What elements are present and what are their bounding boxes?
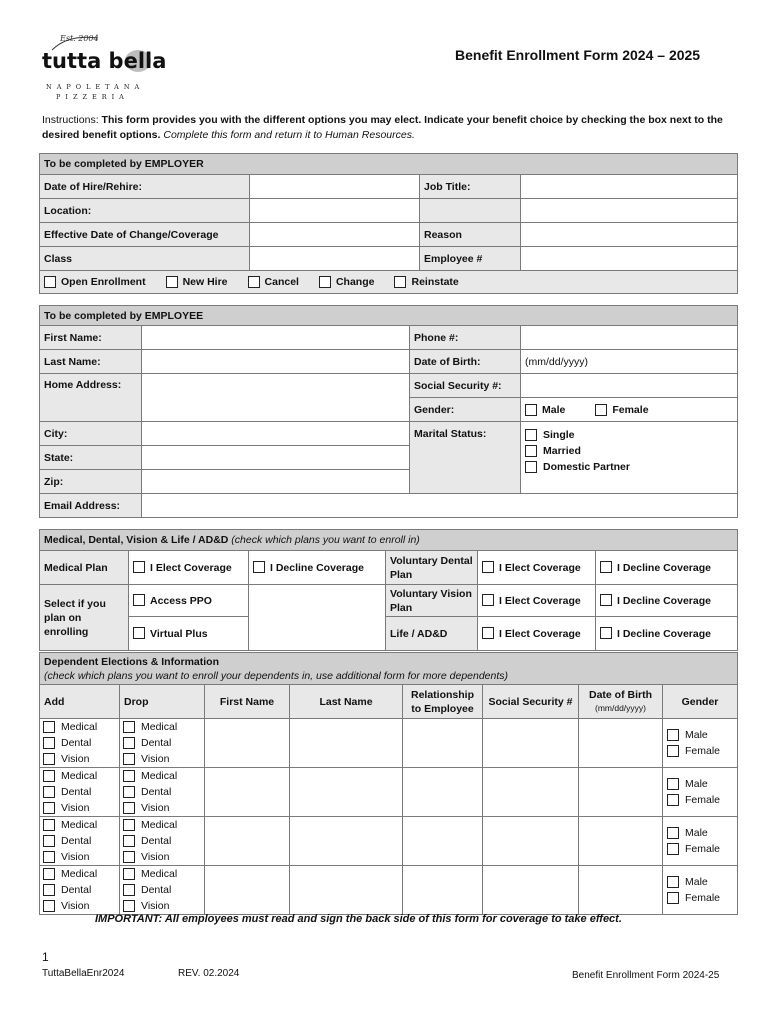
class-label: Class	[40, 247, 250, 271]
col-ssn: Social Security #	[483, 685, 579, 719]
checkbox-drop[interactable]	[123, 851, 135, 863]
checkbox-add[interactable]	[43, 835, 55, 847]
option-new-hire-label: New Hire	[182, 276, 228, 288]
medical-plan-label: Medical Plan	[40, 551, 129, 585]
dependent-ssn-field[interactable]	[483, 768, 579, 817]
checkbox-dental-elect[interactable]	[482, 561, 494, 573]
effective-date-field[interactable]	[250, 223, 420, 247]
logo-name: tutta bella	[42, 49, 167, 73]
vision-decline[interactable]	[596, 585, 738, 617]
location-field-2[interactable]	[521, 199, 738, 223]
col-drop: Drop	[120, 685, 205, 719]
dependent-row	[40, 768, 738, 817]
checkbox-gender[interactable]	[667, 827, 679, 839]
marital-married-label: Married	[543, 445, 581, 457]
dependent-drop-option[interactable]	[123, 882, 201, 898]
checkbox-add[interactable]	[43, 753, 55, 765]
plans-section	[39, 529, 738, 651]
option-cancel-label: Cancel	[264, 276, 299, 288]
checkbox-add[interactable]	[43, 770, 55, 782]
dependent-dob-field[interactable]	[579, 768, 663, 817]
checkbox-cancel[interactable]	[248, 276, 260, 288]
checkbox-domestic-partner[interactable]	[525, 461, 537, 473]
phone-field[interactable]	[521, 326, 738, 350]
gender-female-label: Female	[612, 403, 649, 416]
dependent-option-label: Dental	[61, 835, 92, 847]
employee-heading: To be completed by EMPLOYEE	[40, 306, 738, 326]
checkbox-virtual-plus[interactable]	[133, 627, 145, 639]
checkbox-single[interactable]	[525, 429, 537, 441]
option-new-hire[interactable]	[166, 276, 228, 288]
dependent-row	[40, 866, 738, 915]
dependent-option-label: Medical	[61, 770, 98, 782]
plan-blank-cell	[249, 585, 386, 651]
option-change-label: Change	[335, 276, 375, 288]
dependent-gender-label: Female	[685, 794, 721, 806]
medical-decline-label: I Decline Coverage	[270, 562, 364, 574]
checkbox-add[interactable]	[43, 737, 55, 749]
footer-code: TuttaBellaEnr2024	[42, 968, 125, 979]
zip-label: Zip:	[40, 470, 142, 494]
gender-male-option[interactable]	[525, 404, 565, 416]
dependent-relationship-field[interactable]	[403, 866, 483, 915]
checkbox-drop[interactable]	[123, 900, 135, 912]
checkbox-drop[interactable]	[123, 835, 135, 847]
option-open-enrollment[interactable]	[44, 276, 146, 288]
footer-form-name: Benefit Enrollment Form 2024-25	[572, 970, 720, 981]
form-title: Benefit Enrollment Form 2024 – 2025	[455, 47, 701, 63]
dependent-add-option[interactable]	[43, 833, 116, 849]
voluntary-vision-label: Voluntary Vision Plan	[386, 585, 478, 617]
job-title-field[interactable]	[521, 175, 738, 199]
dependent-relationship-field[interactable]	[403, 817, 483, 866]
dental-decline[interactable]	[596, 551, 738, 585]
important-notice: IMPORTANT: All employees must read and sign the back side of this form for coverage to take effect.	[95, 913, 622, 925]
date-of-hire-label: Date of Hire/Rehire:	[40, 175, 250, 199]
dependent-drop-option[interactable]	[123, 735, 201, 751]
state-field[interactable]	[142, 446, 410, 470]
dependent-option-label: Dental	[141, 884, 172, 896]
dob-field[interactable]	[521, 350, 738, 374]
dob-label: Date of Birth:	[410, 350, 521, 374]
dependent-ssn-field[interactable]	[483, 866, 579, 915]
logo-sub1: NAPOLETANA	[46, 83, 145, 91]
checkbox-add[interactable]	[43, 721, 55, 733]
ssn-label: Social Security #:	[410, 374, 521, 398]
dependent-add-cell	[40, 866, 120, 915]
virtual-plus-label: Virtual Plus	[150, 628, 208, 640]
gender-male-label: Male	[542, 403, 566, 416]
dependent-option-label: Vision	[61, 753, 90, 765]
dependent-drop-cell	[120, 719, 205, 768]
option-reinstate-label: Reinstate	[411, 276, 459, 288]
checkbox-male[interactable]	[525, 404, 537, 416]
first-name-label: First Name:	[40, 326, 142, 350]
date-of-hire-field[interactable]	[250, 175, 420, 199]
col-relationship: Relationship to Employee	[403, 685, 483, 719]
dependent-add-option[interactable]	[43, 898, 116, 914]
dependent-gender-option[interactable]	[667, 727, 733, 743]
dental-decline-label: I Decline Coverage	[617, 562, 711, 574]
life-add-label: Life / AD&D	[386, 617, 478, 651]
plans-heading	[40, 530, 738, 551]
checkbox-drop[interactable]	[123, 819, 135, 831]
ssn-field[interactable]	[521, 374, 738, 398]
dependent-gender-option[interactable]	[667, 890, 733, 906]
last-name-field[interactable]	[142, 350, 410, 374]
option-reinstate[interactable]	[394, 276, 458, 288]
select-if-label: Select if you plan on enrolling	[40, 585, 129, 651]
dependent-gender-cell	[663, 866, 738, 915]
dependent-add-option[interactable]	[43, 751, 116, 767]
dependent-add-cell	[40, 719, 120, 768]
dependent-add-option[interactable]	[43, 768, 116, 784]
option-open-enrollment-label: Open Enrollment	[61, 276, 146, 288]
dependent-first-name-field[interactable]	[205, 866, 290, 915]
dependent-add-option[interactable]	[43, 882, 116, 898]
checkbox-gender[interactable]	[667, 745, 679, 757]
checkbox-gender[interactable]	[667, 876, 679, 888]
last-name-label: Last Name:	[40, 350, 142, 374]
employee-section	[39, 305, 738, 518]
dependent-drop-option[interactable]	[123, 866, 201, 882]
dependent-last-name-field[interactable]	[290, 866, 403, 915]
dependent-option-label: Vision	[61, 802, 90, 814]
dependent-gender-option[interactable]	[667, 776, 733, 792]
email-label: Email Address:	[40, 494, 142, 518]
dependent-add-option[interactable]	[43, 719, 116, 735]
job-title-label: Job Title:	[420, 175, 521, 199]
dependent-option-label: Medical	[141, 721, 178, 733]
dependent-option-label: Dental	[141, 786, 172, 798]
dependent-option-label: Medical	[61, 721, 98, 733]
vision-decline-label: I Decline Coverage	[617, 595, 711, 607]
dental-elect-label: I Elect Coverage	[499, 562, 581, 574]
dependent-dob-field[interactable]	[579, 817, 663, 866]
instructions-lead: Instructions:	[42, 114, 99, 126]
dependent-drop-option[interactable]	[123, 751, 201, 767]
col-dob-title: Date of Birth	[589, 688, 652, 701]
checkbox-open-enrollment[interactable]	[44, 276, 56, 288]
employee-number-label: Employee #	[420, 247, 521, 271]
checkbox-drop[interactable]	[123, 884, 135, 896]
col-dob-hint: (mm/dd/yyyy)	[595, 702, 646, 713]
access-ppo-label: Access PPO	[150, 595, 212, 607]
dependent-gender-cell	[663, 817, 738, 866]
checkbox-drop[interactable]	[123, 721, 135, 733]
option-cancel[interactable]	[248, 276, 299, 288]
vision-elect[interactable]	[478, 585, 596, 617]
checkbox-life-elect[interactable]	[482, 627, 494, 639]
dependent-option-label: Dental	[141, 737, 172, 749]
dependents-heading-title: Dependent Elections & Information	[44, 655, 220, 668]
instructions-italic: Complete this form and return it to Human Resources.	[163, 129, 415, 141]
col-gender: Gender	[663, 685, 738, 719]
location-label: Location:	[40, 199, 250, 223]
dependent-row	[40, 817, 738, 866]
checkbox-married[interactable]	[525, 445, 537, 457]
col-dob	[579, 685, 663, 719]
checkbox-add[interactable]	[43, 786, 55, 798]
marital-domestic-label: Domestic Partner	[543, 461, 630, 473]
checkbox-gender[interactable]	[667, 892, 679, 904]
phone-label: Phone #:	[410, 326, 521, 350]
home-address-field[interactable]	[142, 374, 410, 422]
marital-married-option[interactable]	[525, 443, 733, 459]
checkbox-add[interactable]	[43, 819, 55, 831]
gender-field	[521, 398, 738, 422]
checkbox-drop[interactable]	[123, 868, 135, 880]
employer-section	[39, 153, 738, 294]
gender-label: Gender:	[410, 398, 521, 422]
employer-heading: To be completed by EMPLOYER	[40, 154, 738, 175]
dependent-option-label: Vision	[141, 900, 170, 912]
checkbox-life-decline[interactable]	[600, 627, 612, 639]
class-field[interactable]	[250, 247, 420, 271]
dependent-gender-label: Female	[685, 892, 721, 904]
checkbox-change[interactable]	[319, 276, 331, 288]
dependent-relationship-field[interactable]	[403, 719, 483, 768]
dependent-drop-option[interactable]	[123, 849, 201, 865]
dependent-option-label: Vision	[141, 802, 170, 814]
dob-hint: (mm/dd/yyyy)	[525, 355, 588, 368]
checkbox-female[interactable]	[595, 404, 607, 416]
dependent-ssn-field[interactable]	[483, 817, 579, 866]
checkbox-drop[interactable]	[123, 737, 135, 749]
checkbox-medical-elect[interactable]	[133, 561, 145, 573]
dependent-option-label: Vision	[61, 900, 90, 912]
checkbox-gender[interactable]	[667, 778, 679, 790]
dependent-add-option[interactable]	[43, 817, 116, 833]
dependent-gender-option[interactable]	[667, 743, 733, 759]
dependent-option-label: Medical	[61, 868, 98, 880]
city-field[interactable]	[142, 422, 410, 446]
first-name-field[interactable]	[142, 326, 410, 350]
dependent-drop-cell	[120, 866, 205, 915]
dental-elect[interactable]	[478, 551, 596, 585]
dependent-gender-label: Female	[685, 745, 721, 757]
dependent-dob-field[interactable]	[579, 866, 663, 915]
checkbox-dental-decline[interactable]	[600, 561, 612, 573]
marital-single-option[interactable]	[525, 427, 733, 443]
col-add: Add	[40, 685, 120, 719]
dependent-drop-cell	[120, 768, 205, 817]
email-field[interactable]	[142, 494, 738, 518]
logo-script: Est. 2004	[60, 34, 99, 43]
checkbox-add[interactable]	[43, 884, 55, 896]
dependent-option-label: Dental	[61, 786, 92, 798]
life-elect-label: I Elect Coverage	[499, 628, 581, 640]
checkbox-vision-elect[interactable]	[482, 594, 494, 606]
logo-graphic	[38, 28, 178, 106]
effective-date-label: Effective Date of Change/Coverage	[40, 223, 250, 247]
checkbox-access-ppo[interactable]	[133, 594, 145, 606]
dependent-last-name-field[interactable]	[290, 768, 403, 817]
checkbox-vision-decline[interactable]	[600, 594, 612, 606]
location-spacer	[420, 199, 521, 223]
checkbox-drop[interactable]	[123, 802, 135, 814]
dependent-first-name-field[interactable]	[205, 817, 290, 866]
checkbox-gender[interactable]	[667, 794, 679, 806]
checkbox-drop[interactable]	[123, 753, 135, 765]
instructions	[42, 113, 732, 143]
checkbox-add[interactable]	[43, 802, 55, 814]
dependent-relationship-field[interactable]	[403, 768, 483, 817]
dependent-add-option[interactable]	[43, 735, 116, 751]
instructions-bold: This form provides you with the different options you may elect. Indicate your benefit choice by checking the box next to the desired benefit options.	[42, 114, 723, 141]
page-number: 1	[42, 950, 49, 964]
zip-field[interactable]	[142, 470, 410, 494]
dependent-drop-option[interactable]	[123, 784, 201, 800]
dependent-gender-label: Male	[685, 827, 708, 839]
dependent-add-option[interactable]	[43, 849, 116, 865]
dependent-option-label: Medical	[141, 868, 178, 880]
employee-number-field[interactable]	[521, 247, 738, 271]
dependent-drop-option[interactable]	[123, 817, 201, 833]
medical-elect[interactable]	[129, 551, 249, 585]
dependent-ssn-field[interactable]	[483, 719, 579, 768]
dependent-gender-cell	[663, 719, 738, 768]
dependent-option-label: Medical	[141, 819, 178, 831]
home-address-label: Home Address:	[40, 374, 142, 422]
option-change[interactable]	[319, 276, 375, 288]
plans-heading-bold: Medical, Dental, Vision & Life / AD&D	[44, 534, 229, 546]
col-last-name: Last Name	[290, 685, 403, 719]
life-elect[interactable]	[478, 617, 596, 651]
checkbox-medical-decline[interactable]	[253, 561, 265, 573]
state-label: State:	[40, 446, 142, 470]
marital-status-label: Marital Status:	[410, 422, 521, 494]
dependent-gender-cell	[663, 768, 738, 817]
dependent-drop-option[interactable]	[123, 719, 201, 735]
dependents-subheading: (check which plans you want to enroll your dependents in, use additional form for more dependents)	[44, 669, 509, 682]
reason-field[interactable]	[521, 223, 738, 247]
checkbox-gender[interactable]	[667, 729, 679, 741]
dependent-dob-field[interactable]	[579, 719, 663, 768]
dependents-heading	[40, 653, 738, 685]
life-decline-label: I Decline Coverage	[617, 628, 711, 640]
dependent-gender-option[interactable]	[667, 874, 733, 890]
dependent-option-label: Dental	[141, 835, 172, 847]
checkbox-gender[interactable]	[667, 843, 679, 855]
dependent-gender-label: Male	[685, 778, 708, 790]
dependent-option-label: Dental	[61, 884, 92, 896]
marital-single-label: Single	[543, 429, 575, 441]
dependent-gender-option[interactable]	[667, 792, 733, 808]
reason-label: Reason	[420, 223, 521, 247]
checkbox-drop[interactable]	[123, 786, 135, 798]
dependent-drop-option[interactable]	[123, 898, 201, 914]
dependent-option-label: Vision	[61, 851, 90, 863]
dependent-first-name-field[interactable]	[205, 768, 290, 817]
dependent-drop-option[interactable]	[123, 768, 201, 784]
checkbox-new-hire[interactable]	[166, 276, 178, 288]
dependent-drop-option[interactable]	[123, 800, 201, 816]
plans-heading-italic: (check which plans you want to enroll in)	[231, 534, 420, 546]
employer-options-row	[40, 271, 738, 294]
dependent-last-name-field[interactable]	[290, 817, 403, 866]
dependent-option-label: Vision	[141, 753, 170, 765]
dependent-gender-label: Female	[685, 843, 721, 855]
dependent-last-name-field[interactable]	[290, 719, 403, 768]
virtual-plus-option[interactable]	[129, 617, 249, 651]
checkbox-drop[interactable]	[123, 770, 135, 782]
dependents-section	[39, 652, 738, 915]
dependent-option-label: Vision	[141, 851, 170, 863]
dependent-row	[40, 719, 738, 768]
col-first-name: First Name	[205, 685, 290, 719]
dependent-option-label: Medical	[141, 770, 178, 782]
dependent-drop-option[interactable]	[123, 833, 201, 849]
footer-revision: REV. 02.2024	[178, 968, 240, 979]
vision-elect-label: I Elect Coverage	[499, 595, 581, 607]
life-decline[interactable]	[596, 617, 738, 651]
logo-sub2: PIZZERIA	[56, 93, 129, 101]
dependent-option-label: Dental	[61, 737, 92, 749]
dependent-gender-label: Male	[685, 876, 708, 888]
dependent-drop-cell	[120, 817, 205, 866]
gender-female-option[interactable]	[595, 404, 648, 416]
dependent-add-cell	[40, 768, 120, 817]
marital-status-field	[521, 422, 738, 494]
dependent-option-label: Medical	[61, 819, 98, 831]
dependent-gender-label: Male	[685, 729, 708, 741]
city-label: City:	[40, 422, 142, 446]
dependent-gender-option[interactable]	[667, 841, 733, 857]
dependent-add-option[interactable]	[43, 784, 116, 800]
checkbox-add[interactable]	[43, 851, 55, 863]
medical-elect-label: I Elect Coverage	[150, 562, 232, 574]
checkbox-reinstate[interactable]	[394, 276, 406, 288]
dependent-add-cell	[40, 817, 120, 866]
access-ppo-option[interactable]	[129, 585, 249, 617]
dependent-add-option[interactable]	[43, 866, 116, 882]
marital-domestic-option[interactable]	[525, 459, 733, 475]
checkbox-add[interactable]	[43, 868, 55, 880]
dependent-gender-option[interactable]	[667, 825, 733, 841]
company-logo	[38, 28, 178, 106]
location-field[interactable]	[250, 199, 420, 223]
medical-decline[interactable]	[249, 551, 386, 585]
checkbox-add[interactable]	[43, 900, 55, 912]
dependent-first-name-field[interactable]	[205, 719, 290, 768]
dependent-add-option[interactable]	[43, 800, 116, 816]
voluntary-dental-label: Voluntary Dental Plan	[386, 551, 478, 585]
